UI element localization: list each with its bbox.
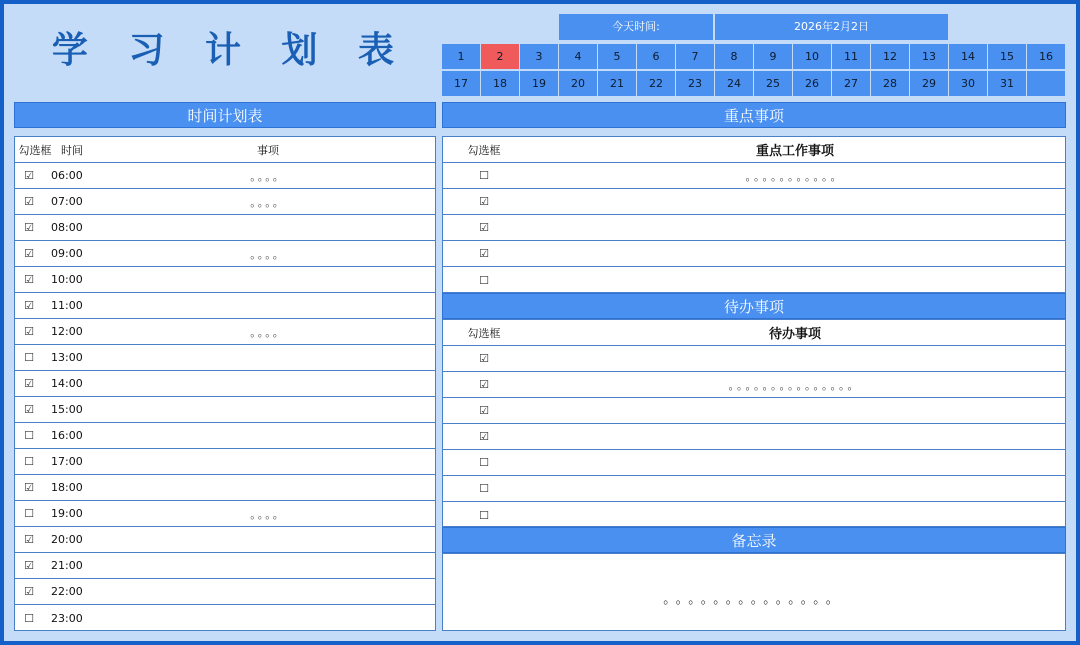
- checkbox[interactable]: ☐: [479, 482, 489, 495]
- calendar-day[interactable]: 15: [988, 44, 1026, 69]
- time-cell: 19:00: [51, 507, 83, 520]
- checkbox[interactable]: ☐: [24, 351, 34, 364]
- calendar-day[interactable]: 5: [598, 44, 636, 69]
- page-title: 学 习 计 划 表: [51, 29, 409, 71]
- checkbox[interactable]: ☐: [24, 429, 34, 442]
- checkbox[interactable]: ☑: [24, 481, 34, 494]
- task-cell[interactable]: 。。。。: [250, 507, 286, 521]
- checkbox[interactable]: ☐: [479, 508, 489, 522]
- task-cell[interactable]: 。。。。: [250, 195, 286, 209]
- checkbox[interactable]: ☑: [24, 299, 34, 312]
- time-cell: 12:00: [51, 325, 83, 338]
- schedule-row: [15, 423, 435, 449]
- calendar-day[interactable]: 14: [949, 44, 987, 69]
- todo-table: [442, 319, 1066, 527]
- schedule-row: [15, 553, 435, 579]
- planner-frame: [4, 4, 1076, 641]
- time-cell: 13:00: [51, 351, 83, 364]
- task-cell[interactable]: 。。。。。。。。。。。。。。。: [728, 378, 862, 392]
- calendar-day[interactable]: 16: [1027, 44, 1065, 69]
- checkbox[interactable]: ☑: [479, 352, 489, 365]
- time-cell: 14:00: [51, 377, 83, 390]
- calendar-day[interactable]: 4: [559, 44, 597, 69]
- checkbox[interactable]: ☐: [24, 507, 34, 520]
- checkbox[interactable]: ☑: [479, 378, 489, 391]
- calendar-day[interactable]: 27: [832, 71, 870, 96]
- calendar-day[interactable]: 20: [559, 71, 597, 96]
- task-cell[interactable]: 。。。。: [250, 169, 286, 183]
- checkbox[interactable]: ☑: [479, 247, 489, 260]
- schedule-row: [15, 163, 435, 189]
- key-items-column-headers: [443, 137, 1065, 163]
- today-label: 今天时间:: [559, 14, 713, 40]
- calendar-day[interactable]: 26: [793, 71, 831, 96]
- time-cell: 23:00: [51, 611, 83, 625]
- calendar-day[interactable]: 28: [871, 71, 909, 96]
- checkbox[interactable]: ☑: [479, 430, 489, 443]
- calendar-day[interactable]: 3: [520, 44, 558, 69]
- calendar-day[interactable]: 1: [442, 44, 480, 69]
- key-items-table: [442, 136, 1066, 293]
- todo-header: 待办事项: [442, 293, 1066, 319]
- checkbox[interactable]: ☑: [24, 533, 34, 546]
- checkbox[interactable]: ☑: [24, 221, 34, 234]
- todo-row: [443, 398, 1065, 424]
- checkbox[interactable]: ☐: [479, 169, 489, 182]
- calendar-day[interactable]: 11: [832, 44, 870, 69]
- schedule-row: [15, 319, 435, 345]
- col-task-header: 待办事项: [768, 327, 821, 342]
- task-cell[interactable]: 。。。。: [250, 247, 286, 261]
- calendar-day[interactable]: 23: [676, 71, 714, 96]
- memo-header: 备忘录: [442, 527, 1066, 553]
- calendar-day[interactable]: 31: [988, 71, 1026, 96]
- key_items-row: [443, 215, 1065, 241]
- col-task-header: 重点工作事项: [755, 144, 834, 159]
- time-cell: 22:00: [51, 585, 83, 598]
- calendar-day[interactable]: 12: [871, 44, 909, 69]
- time-cell: 11:00: [51, 299, 83, 312]
- checkbox[interactable]: ☐: [24, 611, 34, 625]
- schedule-row: [15, 605, 435, 631]
- checkbox[interactable]: ☑: [24, 377, 34, 390]
- task-cell[interactable]: 。。。。。。。。。。。: [745, 169, 845, 183]
- calendar-day[interactable]: 9: [754, 44, 792, 69]
- time-cell: 21:00: [51, 559, 83, 572]
- calendar-day[interactable]: 13: [910, 44, 948, 69]
- time-cell: 08:00: [51, 221, 83, 234]
- time-cell: 09:00: [51, 247, 83, 260]
- calendar-day[interactable]: 2: [481, 44, 519, 69]
- checkbox[interactable]: ☑: [479, 195, 489, 208]
- col-time-header: 时间: [61, 143, 83, 157]
- schedule-row: [15, 579, 435, 605]
- time-cell: 06:00: [51, 169, 83, 182]
- todo-column-headers: [443, 320, 1065, 346]
- today-date: 2026年2月2日: [715, 14, 948, 40]
- time-cell: 20:00: [51, 533, 83, 546]
- todo-row: [443, 424, 1065, 450]
- schedule-row: [15, 527, 435, 553]
- task-cell[interactable]: 。。。。: [250, 325, 286, 339]
- calendar-day[interactable]: 29: [910, 71, 948, 96]
- checkbox[interactable]: ☑: [24, 559, 34, 572]
- todo-row: [443, 502, 1065, 528]
- col-task-header: 事项: [257, 143, 279, 157]
- schedule-row: [15, 345, 435, 371]
- calendar-day[interactable]: 10: [793, 44, 831, 69]
- schedule-row: [15, 475, 435, 501]
- key_items-row: [443, 241, 1065, 267]
- schedule-row: [15, 241, 435, 267]
- key_items-row: [443, 267, 1065, 293]
- schedule-header: 时间计划表: [14, 102, 436, 128]
- checkbox[interactable]: ☐: [479, 456, 489, 469]
- calendar-grid: [442, 44, 1066, 96]
- schedule-row: [15, 189, 435, 215]
- schedule-row: [15, 371, 435, 397]
- memo-box[interactable]: [442, 553, 1066, 631]
- col-check-header: 勾选框: [18, 143, 52, 157]
- calendar-day[interactable]: 18: [481, 71, 519, 96]
- checkbox[interactable]: ☑: [24, 403, 34, 416]
- schedule-row: [15, 449, 435, 475]
- schedule-column-headers: [15, 137, 435, 163]
- time-cell: 07:00: [51, 195, 83, 208]
- time-cell: 17:00: [51, 455, 83, 468]
- schedule-row: [15, 215, 435, 241]
- memo-content: 。。。。。。。。。。。。。。: [663, 592, 845, 607]
- calendar-day[interactable]: 30: [949, 71, 987, 96]
- checkbox[interactable]: ☑: [24, 273, 34, 286]
- todo-row: [443, 346, 1065, 372]
- key-items-header: 重点事项: [442, 102, 1066, 128]
- col-check-header: 勾选框: [467, 143, 501, 157]
- calendar-day[interactable]: 6: [637, 44, 675, 69]
- time-cell: 18:00: [51, 481, 83, 494]
- checkbox[interactable]: ☐: [24, 455, 34, 468]
- schedule-table: [14, 136, 436, 631]
- todo-row: [443, 372, 1065, 398]
- calendar-day[interactable]: 19: [520, 71, 558, 96]
- todo-row: [443, 476, 1065, 502]
- checkbox[interactable]: ☑: [24, 169, 34, 182]
- calendar-day[interactable]: 24: [715, 71, 753, 96]
- schedule-row: [15, 397, 435, 423]
- col-check-header: 勾选框: [467, 326, 501, 340]
- checkbox[interactable]: ☑: [479, 404, 489, 417]
- checkbox[interactable]: ☑: [24, 325, 34, 338]
- key_items-row: [443, 163, 1065, 189]
- calendar-empty-cell: [1027, 71, 1065, 96]
- todo-row: [443, 450, 1065, 476]
- calendar-day[interactable]: 8: [715, 44, 753, 69]
- checkbox[interactable]: ☐: [479, 273, 489, 287]
- calendar-day[interactable]: 21: [598, 71, 636, 96]
- schedule-row: [15, 501, 435, 527]
- calendar-day[interactable]: 25: [754, 71, 792, 96]
- checkbox[interactable]: ☑: [24, 195, 34, 208]
- checkbox[interactable]: ☑: [24, 247, 34, 260]
- time-cell: 16:00: [51, 429, 83, 442]
- schedule-row: [15, 267, 435, 293]
- calendar-day[interactable]: 22: [637, 71, 675, 96]
- calendar-day[interactable]: 17: [442, 71, 480, 96]
- key_items-row: [443, 189, 1065, 215]
- checkbox[interactable]: ☑: [479, 221, 489, 234]
- checkbox[interactable]: ☑: [24, 585, 34, 598]
- time-cell: 15:00: [51, 403, 83, 416]
- time-cell: 10:00: [51, 273, 83, 286]
- calendar-day[interactable]: 7: [676, 44, 714, 69]
- schedule-row: [15, 293, 435, 319]
